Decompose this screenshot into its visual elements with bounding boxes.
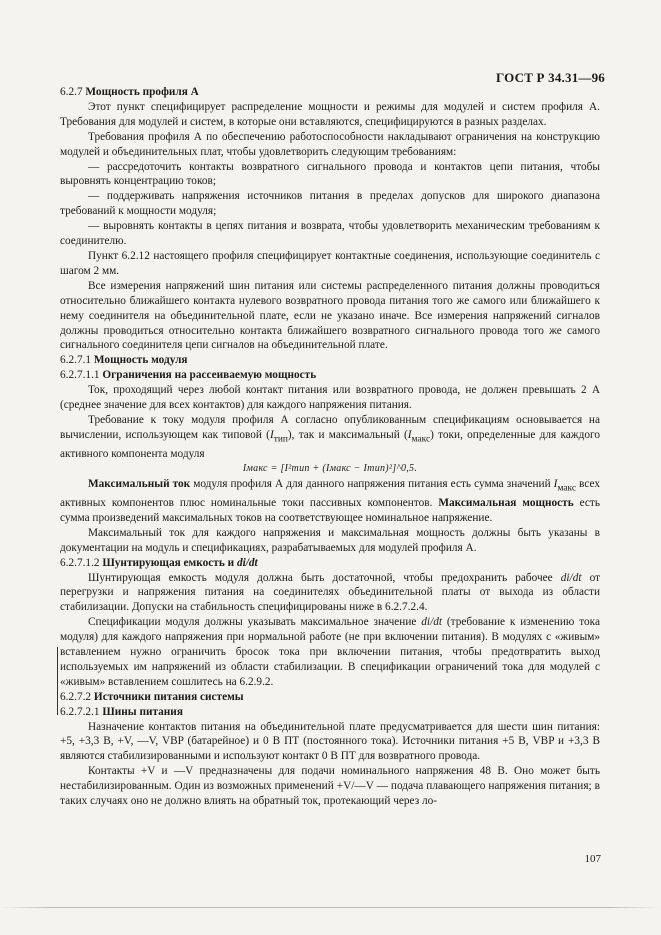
section-heading-6-2-7-1-2 <box>60 556 600 571</box>
section-heading-6-2-7-1 <box>60 353 600 368</box>
section-number: 6.2.7 <box>60 86 83 98</box>
paragraph <box>60 615 600 690</box>
text-run: есть сумма произведений максимальных токов на соответствующее номинальное напряжение. <box>60 496 601 524</box>
current-subscript: тип <box>273 434 288 445</box>
text-run: ), так и максимальный ( <box>287 428 408 441</box>
didt-term: di/dt <box>421 616 442 629</box>
section-number: 6.2.7.2.1 <box>60 705 100 718</box>
paragraph: Контакты +V и —V предназначены для подачи номинального напряжения 48 В. Оно может быть нестабилизированным. Один из возможных применений +V/—V — подача плавающего напряжения питания; в таких случаях оно не должно влиять на обратный ток, протекающий через ло- <box>60 765 600 808</box>
document-body <box>60 85 600 809</box>
current-symbol: I <box>553 477 558 490</box>
change-bar <box>57 647 58 715</box>
section-title: Шины питания <box>102 705 183 718</box>
paragraph <box>60 413 600 462</box>
paragraph: Максимальный ток для каждого напряжения и максимальная мощность должны быть указаны в документации на модуль и спецификациях, разрабатываемых для модулей профиля А. <box>60 526 600 554</box>
section-heading-6-2-7-2 <box>60 690 600 705</box>
section-title: Мощность модуля <box>93 354 188 367</box>
section-heading-6-2-7-2-1 <box>60 705 600 720</box>
current-symbol: I <box>269 428 274 441</box>
current-formula: Iмакс = [I²тип + (Iмакс − Iтип)²]^0,5. <box>242 462 418 474</box>
page-number: 107 <box>584 853 601 865</box>
paragraph: Все измерения напряжений шин питания или системы распределенного питания должны проводиться относительно ближайшего контакта нулевого возвратного провода питания того же самого или ближайшего к нему соединителя на объединительной плате, если не указано иначе. Все измерения напряжений сигналов должны проводиться относительно контакта ближайшего возвратного сигнального провода того же самого сигнального соединителя цепи сигналов на объединительной плате. <box>60 279 600 352</box>
paragraph: Назначение контактов питания на объединительной плате предусматривается для шести шин питания: +5, +3,3 В, +V, —V, VBP (батарейное) и 0 В ПТ (постоянного тока). Источники питания +5 В, VBP и +3,3 В являются стабилизированными и используют контакт 0 В ПТ для возвратного провода. <box>60 720 600 763</box>
text-run: от перегрузки и напряжения питания на соединителях объединительной платы от выхода из области стабилизации. Допуски на стабильность специфицированы ниже в 6.2.7.2.4. <box>60 571 601 614</box>
didt-term: di/dt <box>236 556 258 569</box>
paragraph <box>60 571 600 616</box>
list-item: — рассредоточить контакты возвратного сигнального провода и контактов цепи питания, чтобы выровнять концентрацию токов; <box>60 160 600 188</box>
text-run: Шунтирующая емкость модуля должна быть достаточной, чтобы предохранить рабочее <box>88 571 561 584</box>
paragraph: Требования профиля А по обеспечению работоспособности накладывают ограничения на конструкцию модулей и объединительных плат, чтобы удовлетворить следующим требованиям: <box>60 130 600 158</box>
didt-term: di/dt <box>560 571 582 584</box>
text-run: Спецификации модуля должны указывать максимальное значение <box>88 616 422 629</box>
current-symbol: I <box>407 428 412 441</box>
current-subscript: макс <box>557 483 577 494</box>
section-title: Мощность профиля А <box>85 86 199 98</box>
standard-header: ГОСТ Р 34.31—96 <box>496 70 605 85</box>
text-run: Требование к току модуля профиля А согласно опубликованным спецификациям основывается на вычислении, использующем как типовой ( <box>60 413 600 441</box>
page-edge-line <box>0 907 661 908</box>
text-run: модуля профиля А для данного напряжения питания есть сумма значений <box>190 477 554 490</box>
text-run: ) токи, определенные для каждого активного компонента модуля <box>60 428 600 460</box>
section-number: 6.2.7.2 <box>60 690 92 703</box>
bold-term: Максимальный ток <box>88 477 191 490</box>
paragraph: Пункт 6.2.12 настоящего профиля специфицирует контактные соединения, использующие соединитель с шагом 2 мм. <box>60 249 600 277</box>
section-heading-6-2-7-1-1 <box>60 368 600 383</box>
paragraph: Этот пункт специфицирует распределение мощности и режимы для модулей и систем профиля А. Требования для модулей и систем, в которые они вставляются, специфицируются в разных разделах. <box>60 100 600 128</box>
section-title: Ограничения на рассеиваемую мощность <box>102 369 317 382</box>
section-number: 6.2.7.1.1 <box>60 369 100 382</box>
bold-term: Максимальная мощность <box>438 496 574 509</box>
section-title: Источники питания системы <box>93 690 244 703</box>
section-number: 6.2.7.1.2 <box>60 556 100 569</box>
section-title: Шунтирующая емкость и <box>102 556 235 569</box>
text-run: всех активных компонентов плюс номинальные токи пассивных компонентов. <box>60 477 600 509</box>
text-run: (требование к изменению тока модуля) для каждого напряжения при нормальной работе (не при включении питания). В модулях с «живым» вставлением нужно ограничить бросок тока при включении питания, чтобы предотвратить выход используемых им напряжений из области стабилизации. В спецификации ограничений тока для модулей с «живым» вставлением сошлитесь на 6.2.9.2. <box>60 616 600 688</box>
list-item: — поддерживать напряжения источников питания в пределах допусков для широкого диапазона требований к мощности модуля; <box>60 190 600 218</box>
section-number: 6.2.7.1 <box>60 354 92 367</box>
paragraph: Ток, проходящий через любой контакт питания или возвратного провода, не должен превышать 2 А (среднее значение для всех контактов) для каждого напряжения питания. <box>60 384 600 412</box>
paragraph <box>60 477 600 526</box>
current-subscript: макс <box>411 434 431 445</box>
section-heading-6-2-7 <box>60 85 600 100</box>
list-item: — выровнять контакты в цепях питания и возврата, чтобы удовлетворить механическим требованиям к соединителю. <box>60 220 600 248</box>
